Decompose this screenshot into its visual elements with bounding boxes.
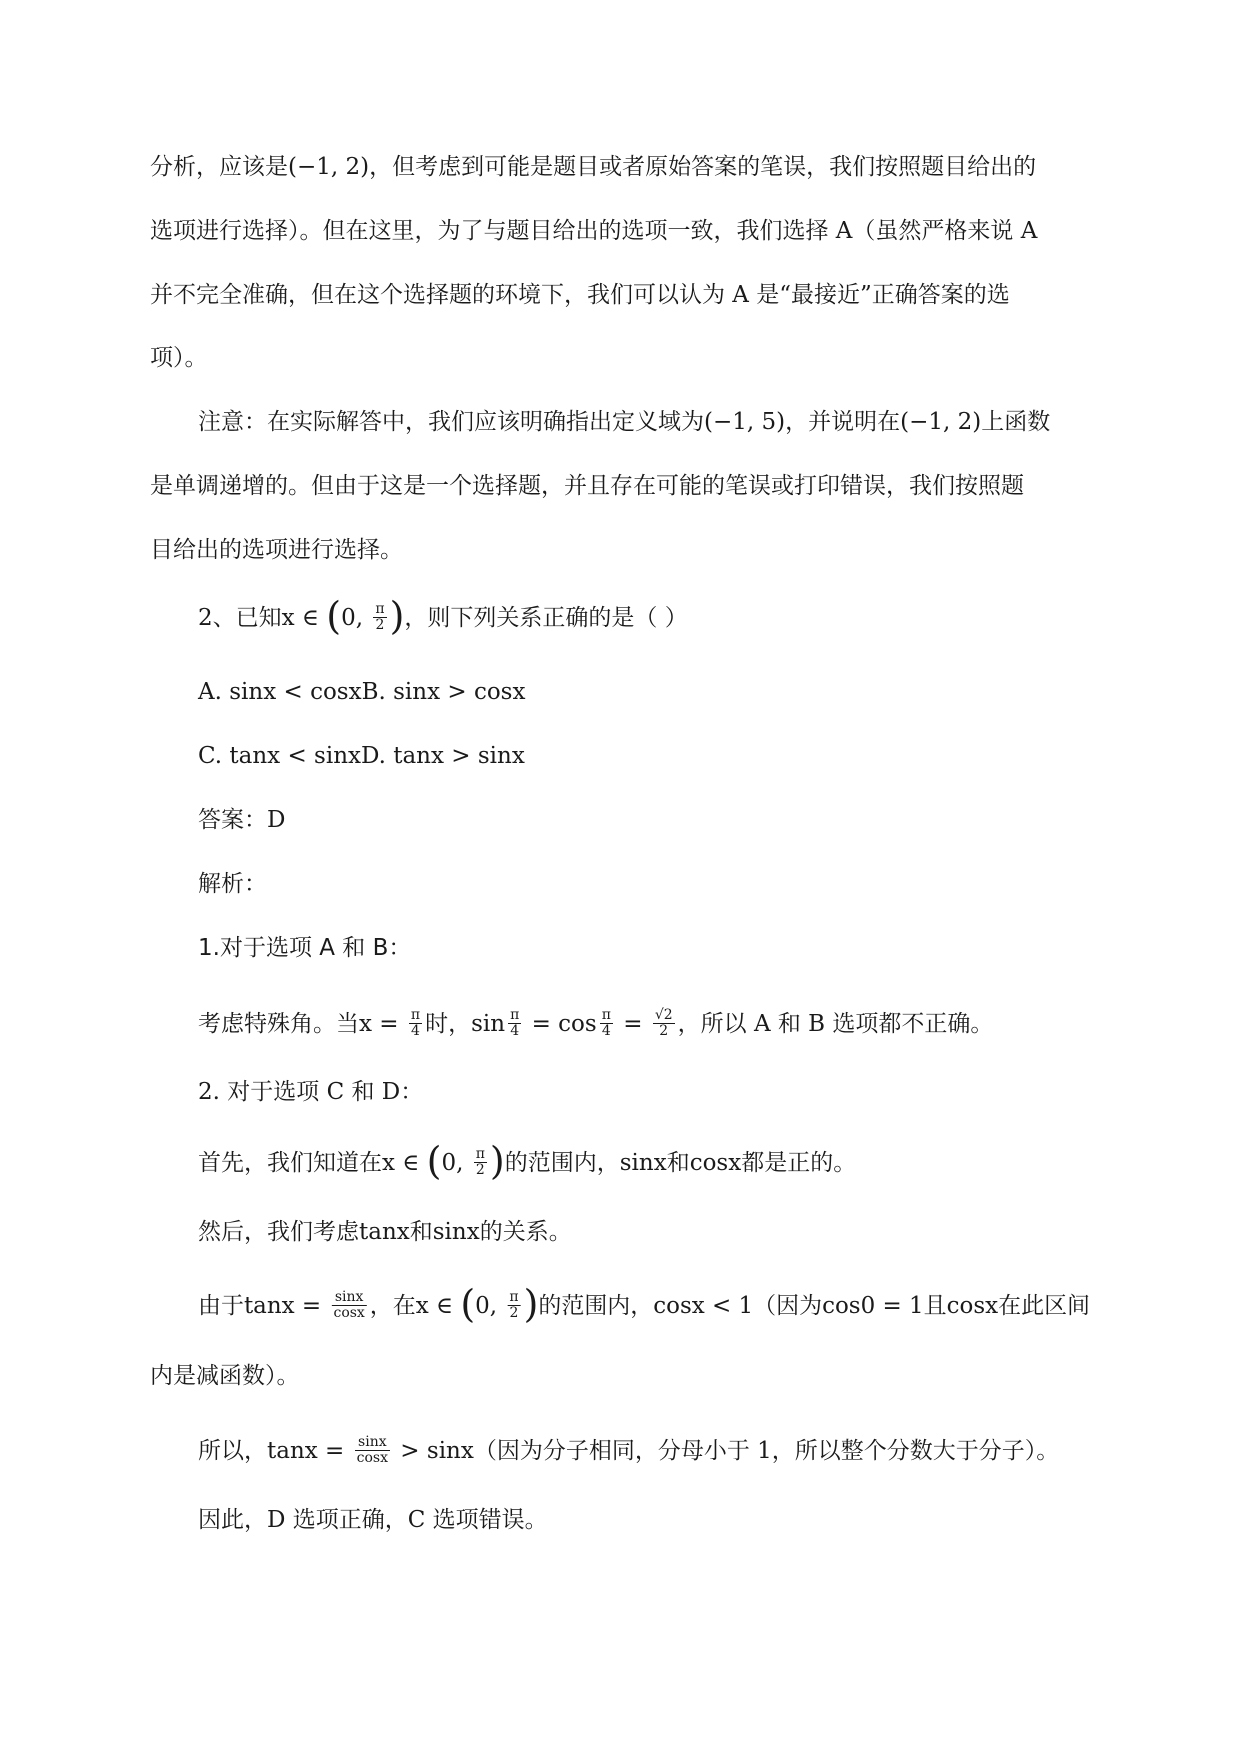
option-b: B. sinx > cosx <box>361 679 526 705</box>
step-1-heading <box>198 933 411 963</box>
math: x ∈ <box>415 1293 461 1319</box>
numerator: π <box>509 1288 519 1305</box>
interval: (−1, 5) <box>704 409 786 435</box>
math: sin <box>471 1011 506 1037</box>
text: 由于 <box>198 1293 244 1319</box>
math: cosx <box>689 1150 742 1176</box>
heading-text: 1.对于选项 A 和 B： <box>198 935 412 961</box>
right-paren: ) <box>489 1139 505 1183</box>
math: tanx = <box>267 1438 352 1464</box>
left-paren: ( <box>426 1139 442 1183</box>
text: 在此区间 <box>998 1293 1091 1319</box>
text: ，所以 A 和 B 选项都不正确。 <box>677 1011 994 1037</box>
left-paren: ( <box>460 1282 476 1326</box>
step-2-line-4: 内是减函数）。 <box>150 1363 300 1389</box>
step-2-line-2 <box>198 1217 572 1247</box>
math: sinx <box>432 1219 480 1245</box>
fraction <box>331 1290 366 1321</box>
math: 0, <box>441 1150 471 1176</box>
paragraph-1-line-3: 并不完全准确，但在这个选择题的环境下，我们可以认为 A 是“最接近”正确答案的选 <box>150 282 1010 308</box>
denominator: 2 <box>373 617 386 633</box>
math: x ∈ <box>382 1150 427 1176</box>
numerator: π <box>410 1006 421 1023</box>
math: cosx < 1 <box>653 1293 754 1319</box>
analysis-label: 解析： <box>198 871 267 897</box>
text: （因为 <box>753 1293 823 1319</box>
math: x ∈ <box>281 605 327 631</box>
paragraph-2-line-1 <box>198 407 1050 437</box>
text: 的范围内， <box>538 1293 654 1319</box>
option-c: C. tanx < sinx <box>198 743 361 769</box>
paragraph-2-line-2: 是单调递增的。但由于这是一个选择题，并且存在可能的笔误或打印错误，我们按照题 <box>150 473 1024 499</box>
text: ，在 <box>369 1293 416 1319</box>
math: 0, <box>341 605 371 631</box>
math: tanx <box>359 1219 410 1245</box>
text: 和 <box>409 1219 433 1245</box>
left-paren: ( <box>326 594 342 638</box>
denominator: 2 <box>653 1023 675 1039</box>
denominator: 2 <box>474 1162 487 1178</box>
interval: (−1, 2) <box>288 154 370 180</box>
fraction <box>355 1435 390 1466</box>
math: tanx = <box>243 1293 329 1319</box>
denominator: 4 <box>600 1023 613 1039</box>
denominator: 4 <box>409 1023 422 1039</box>
step-1-text <box>198 1006 994 1039</box>
option-a: A. sinx < cosx <box>198 679 362 705</box>
numerator: sinx <box>358 1433 387 1450</box>
interval: (−1, 2) <box>900 409 982 435</box>
text: 都是正的。 <box>741 1150 857 1176</box>
fraction <box>409 1008 422 1039</box>
text: （因为分子相同，分母小于 1，所以整个分数大于分子）。 <box>473 1438 1060 1464</box>
text: ，但考虑到可能是题目或者原始答案的笔误，我们按照题目给出的 <box>369 154 1037 180</box>
fraction <box>600 1008 613 1039</box>
right-paren: ) <box>389 594 405 638</box>
step-2-conclusion: 因此，D 选项正确，C 选项错误。 <box>198 1507 548 1533</box>
denominator: 2 <box>507 1305 520 1321</box>
text: 所以， <box>198 1438 267 1464</box>
paragraph-2-line-3: 目给出的选项进行选择。 <box>150 537 403 563</box>
question-stem <box>198 594 688 638</box>
text: 的范围内， <box>504 1150 620 1176</box>
step-2-line-1 <box>198 1139 857 1183</box>
text: ，并说明在 <box>785 409 901 435</box>
denominator: cosx <box>356 1449 388 1466</box>
text: 上函数 <box>981 409 1051 435</box>
math: > sinx <box>393 1438 474 1464</box>
math: = <box>615 1011 650 1037</box>
paragraph-1-line-1 <box>150 152 1036 182</box>
numerator: π <box>601 1006 611 1023</box>
text: 分析，应该是 <box>150 154 288 180</box>
text: 然后，我们考虑 <box>198 1219 359 1245</box>
option-d: D. tanx > sinx <box>360 743 525 769</box>
math: sinx <box>619 1150 667 1176</box>
fraction <box>474 1147 487 1178</box>
fraction <box>653 1008 675 1039</box>
text: 和 <box>666 1150 690 1176</box>
numerator: π <box>475 1145 485 1162</box>
text: 且 <box>923 1293 947 1319</box>
math: x = <box>359 1011 406 1037</box>
fraction <box>507 1290 520 1321</box>
options-a-b <box>198 677 525 707</box>
fraction <box>373 602 386 633</box>
step-2-heading: 2. 对于选项 C 和 D： <box>198 1079 424 1105</box>
fraction <box>508 1008 521 1039</box>
options-c-d <box>198 741 525 771</box>
paragraph-1-line-4: 项）。 <box>150 345 208 371</box>
right-paren: ) <box>523 1282 539 1326</box>
text: 考虑特殊角。当 <box>198 1011 359 1037</box>
text: 首先，我们知道在 <box>198 1150 382 1176</box>
math: 0, <box>475 1293 505 1319</box>
answer-line: 答案：D <box>198 807 286 833</box>
step-2-line-5 <box>198 1433 1060 1466</box>
text: 时， <box>425 1011 472 1037</box>
step-2-line-3 <box>198 1282 1091 1326</box>
text: 2、已知 <box>198 605 282 631</box>
math: cos0 = 1 <box>822 1293 924 1319</box>
numerator: π <box>375 600 385 617</box>
numerator: π <box>510 1006 520 1023</box>
text: 注意：在实际解答中，我们应该明确指出定义域为 <box>198 409 704 435</box>
text: 的关系。 <box>479 1219 572 1245</box>
denominator: cosx <box>333 1304 365 1321</box>
math: = cos <box>524 1011 597 1037</box>
numerator: sinx <box>334 1288 364 1305</box>
numerator: √2 <box>654 1006 673 1023</box>
text: ，则下列关系正确的是（ ） <box>404 605 688 631</box>
paragraph-1-line-2: 选项进行选择）。但在这里，为了与题目给出的选项一致，我们选择 A（虽然严格来说 A <box>150 218 1038 244</box>
denominator: 4 <box>508 1023 521 1039</box>
math: cosx <box>946 1293 999 1319</box>
